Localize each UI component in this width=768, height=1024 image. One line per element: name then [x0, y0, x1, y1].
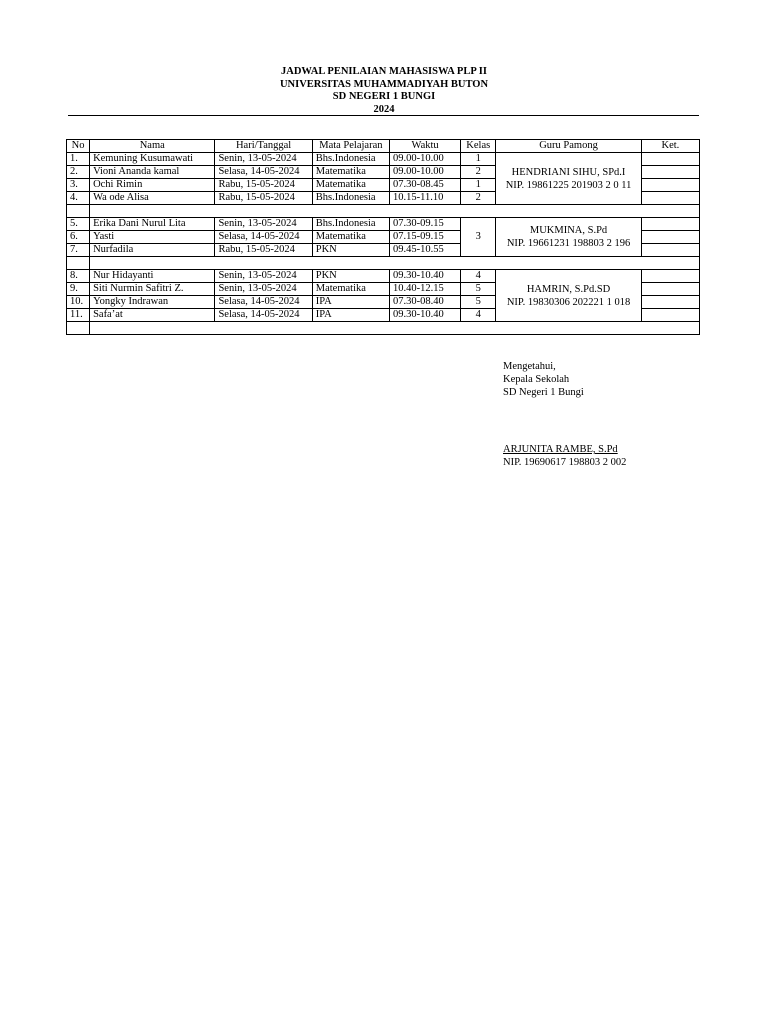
cell-ket — [641, 179, 699, 192]
cell-ket — [641, 153, 699, 166]
signature-acknowledge: Mengetahui, — [503, 361, 556, 372]
cell-guru-pamong — [496, 218, 641, 257]
guru-nip: NIP. 19661231 198803 2 196 — [506, 238, 631, 249]
cell-ket — [641, 231, 699, 244]
cell-nama: Kemuning Kusumawati — [90, 153, 215, 166]
table-row — [67, 270, 700, 283]
cell-no: 2. — [67, 166, 90, 179]
cell-kelas: 4 — [461, 270, 496, 283]
cell-hari: Selasa, 14-05-2024 — [215, 231, 312, 244]
cell-guru-pamong — [496, 270, 641, 322]
cell-no: 1. — [67, 153, 90, 166]
cell-kelas: 1 — [461, 179, 496, 192]
signature-space — [503, 399, 626, 443]
cell-kelas: 3 — [461, 218, 496, 257]
cell-no: 3. — [67, 179, 90, 192]
cell-guru-pamong — [496, 153, 641, 205]
cell-hari: Senin, 13-05-2024 — [215, 153, 312, 166]
cell-kelas: 2 — [461, 192, 496, 205]
cell-waktu: 10.15-11.10 — [389, 192, 460, 205]
cell-no: 6. — [67, 231, 90, 244]
separator-row — [67, 205, 700, 218]
table-row — [67, 153, 700, 166]
cell-waktu: 09.30-10.40 — [389, 270, 460, 283]
separator-row — [67, 322, 700, 335]
guru-nip: NIP. 19830306 202221 1 018 — [506, 296, 631, 308]
separator-row — [67, 257, 700, 270]
cell-waktu: 09.00-10.00 — [389, 166, 460, 179]
header-divider — [68, 115, 699, 116]
cell-waktu: 07.30-08.40 — [389, 296, 460, 309]
col-header-no: No — [67, 140, 90, 153]
cell-no: 7. — [67, 244, 90, 257]
guru-name: HENDRIANI SIHU, SPd.I — [511, 166, 626, 178]
cell-nama: Vioni Ananda kamal — [90, 166, 215, 179]
cell-hari: Selasa, 14-05-2024 — [215, 166, 312, 179]
separator-cell — [67, 257, 90, 270]
cell-mapel: Bhs.Indonesia — [312, 153, 389, 166]
schedule-table — [66, 139, 700, 335]
cell-waktu: 09.30-10.40 — [389, 309, 460, 322]
cell-ket — [641, 296, 699, 309]
cell-mapel: Bhs.Indonesia — [312, 218, 389, 231]
cell-waktu: 07.15-09.15 — [389, 231, 460, 244]
cell-kelas: 5 — [461, 296, 496, 309]
cell-hari: Selasa, 14-05-2024 — [215, 296, 312, 309]
separator-cell — [90, 205, 700, 218]
cell-no: 11. — [67, 309, 90, 322]
cell-nama: Siti Nurmin Safitri Z. — [90, 283, 215, 296]
cell-mapel: PKN — [312, 270, 389, 283]
cell-mapel: Bhs.Indonesia — [312, 192, 389, 205]
cell-hari: Rabu, 15-05-2024 — [215, 192, 312, 205]
cell-no: 9. — [67, 283, 90, 296]
cell-ket — [641, 192, 699, 205]
col-header-guru: Guru Pamong — [496, 140, 641, 153]
cell-mapel: IPA — [312, 296, 389, 309]
cell-nama: Yasti — [90, 231, 215, 244]
cell-hari: Senin, 13-05-2024 — [215, 283, 312, 296]
header-university: UNIVERSITAS MUHAMMADIYAH BUTON — [279, 78, 489, 90]
col-header-ket: Ket. — [641, 140, 699, 153]
cell-ket — [641, 283, 699, 296]
cell-mapel: Matematika — [312, 231, 389, 244]
table-row — [67, 218, 700, 231]
cell-hari: Senin, 13-05-2024 — [215, 218, 312, 231]
cell-ket — [641, 218, 699, 231]
separator-cell — [90, 322, 700, 335]
col-header-nama: Nama — [90, 140, 215, 153]
guru-nip: NIP. 19861225 201903 2 0 11 — [505, 179, 632, 191]
cell-mapel: Matematika — [312, 166, 389, 179]
separator-cell — [90, 257, 700, 270]
cell-mapel: IPA — [312, 309, 389, 322]
cell-nama: Nur Hidayanti — [90, 270, 215, 283]
cell-mapel: Matematika — [312, 283, 389, 296]
signature-nip: NIP. 19690617 198803 2 002 — [503, 457, 627, 468]
cell-nama: Yongky Indrawan — [90, 296, 215, 309]
cell-mapel: Matematika — [312, 179, 389, 192]
guru-name: HAMRIN, S.Pd.SD — [526, 283, 611, 295]
header-year: 2024 — [373, 103, 395, 115]
header-title: JADWAL PENILAIAN MAHASISWA PLP II — [281, 66, 487, 77]
col-header-mapel: Mata Pelajaran — [312, 140, 389, 153]
cell-hari: Rabu, 15-05-2024 — [215, 244, 312, 257]
cell-kelas: 5 — [461, 283, 496, 296]
cell-nama: Safa’at — [90, 309, 215, 322]
cell-nama: Erika Dani Nurul Lita — [90, 218, 215, 231]
signature-role: Kepala Sekolah — [503, 374, 570, 385]
cell-kelas: 1 — [461, 153, 496, 166]
cell-no: 10. — [67, 296, 90, 309]
table-header-row — [67, 140, 700, 153]
cell-ket — [641, 270, 699, 283]
cell-no: 5. — [67, 218, 90, 231]
cell-kelas: 4 — [461, 309, 496, 322]
cell-ket — [641, 166, 699, 179]
header-school: SD NEGERI 1 BUNGI — [332, 91, 436, 102]
cell-nama: Wa ode Alisa — [90, 192, 215, 205]
signature-block — [503, 360, 626, 469]
separator-cell — [67, 205, 90, 218]
cell-hari: Rabu, 15-05-2024 — [215, 179, 312, 192]
cell-nama: Ochi Rimin — [90, 179, 215, 192]
cell-mapel: PKN — [312, 244, 389, 257]
cell-waktu: 07.30-08.45 — [389, 179, 460, 192]
cell-no: 4. — [67, 192, 90, 205]
col-header-kelas: Kelas — [461, 140, 496, 153]
cell-waktu: 10.40-12.15 — [389, 283, 460, 296]
cell-waktu: 09.00-10.00 — [389, 153, 460, 166]
col-header-waktu: Waktu — [389, 140, 460, 153]
cell-no: 8. — [67, 270, 90, 283]
cell-waktu: 09.45-10.55 — [389, 244, 460, 257]
separator-cell — [67, 322, 90, 335]
guru-name: MUKMINA, S.Pd — [529, 225, 608, 236]
cell-hari: Selasa, 14-05-2024 — [215, 309, 312, 322]
document-header — [0, 66, 768, 116]
signature-school: SD Negeri 1 Bungi — [503, 387, 584, 398]
cell-kelas: 2 — [461, 166, 496, 179]
cell-hari: Senin, 13-05-2024 — [215, 270, 312, 283]
cell-nama: Nurfadila — [90, 244, 215, 257]
cell-ket — [641, 309, 699, 322]
signature-name: ARJUNITA RAMBE, S.Pd — [503, 444, 618, 455]
col-header-hari: Hari/Tanggal — [215, 140, 312, 153]
cell-waktu: 07.30-09.15 — [389, 218, 460, 231]
cell-ket — [641, 244, 699, 257]
